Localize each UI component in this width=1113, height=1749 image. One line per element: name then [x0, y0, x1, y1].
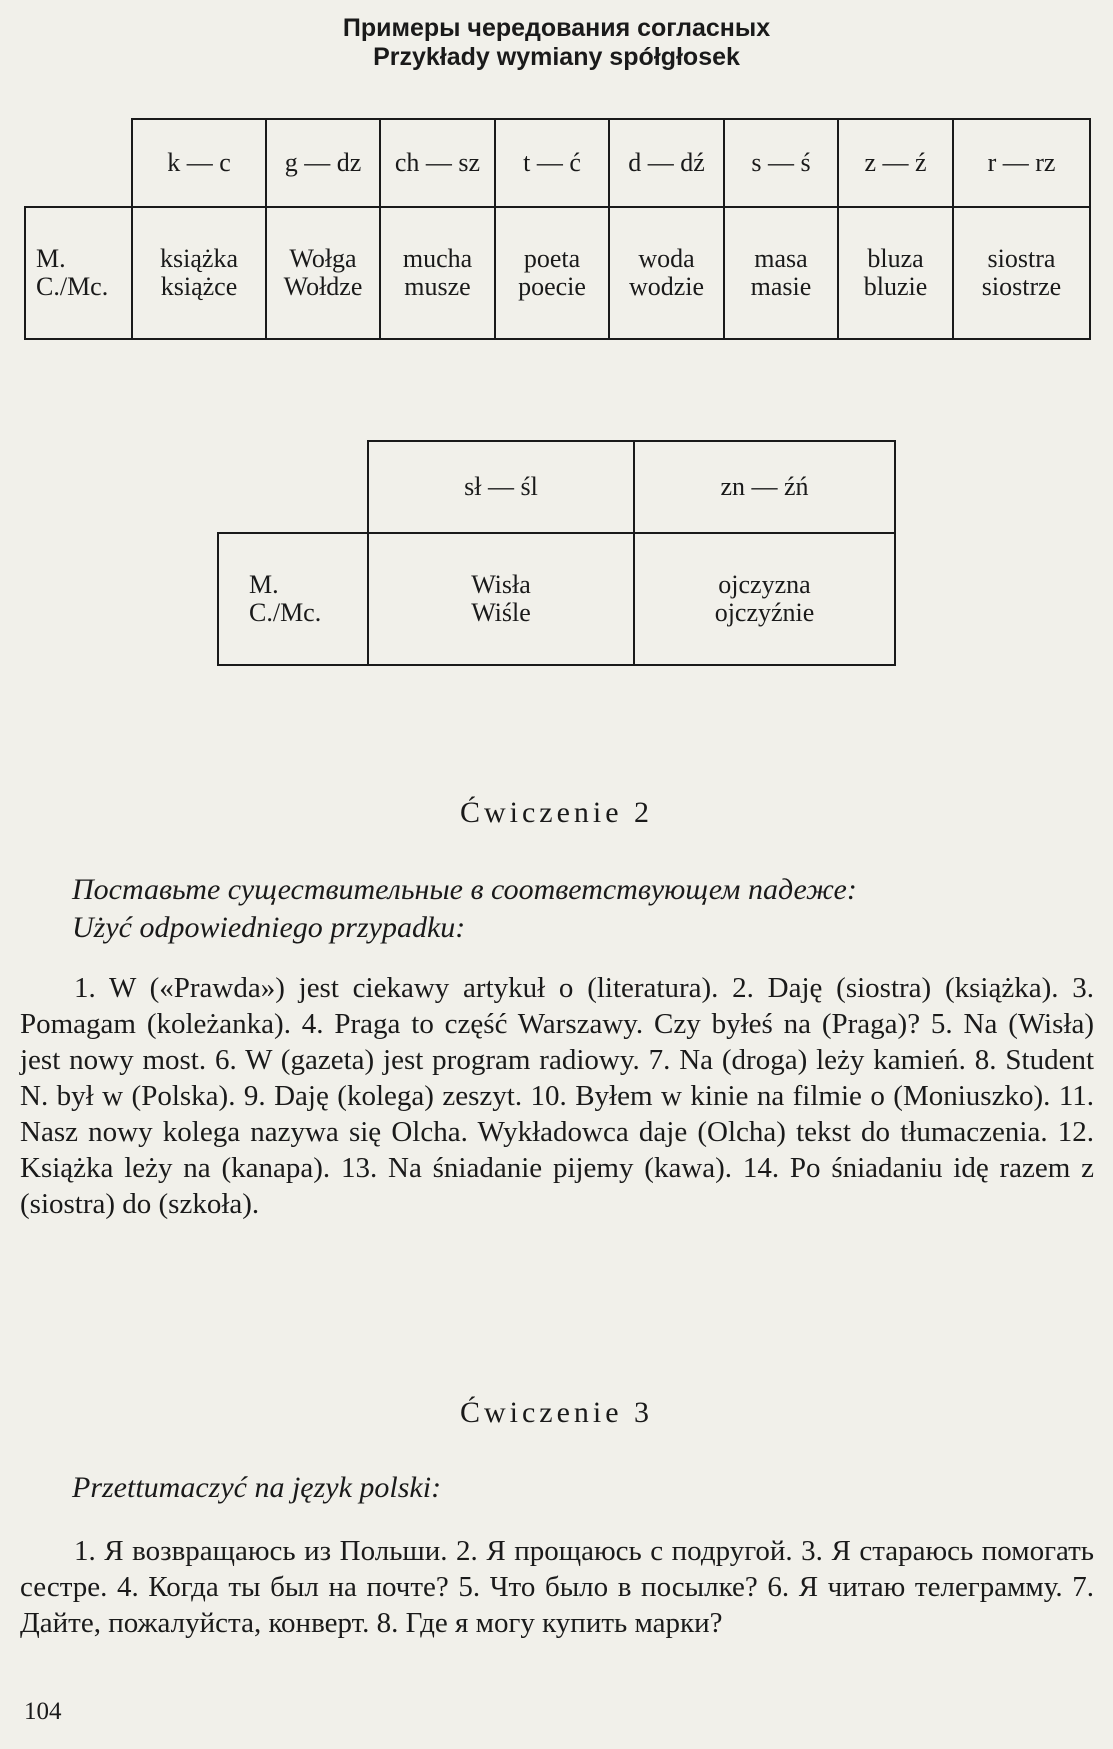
word-nominative: Wołga: [289, 244, 357, 273]
table-cell: [634, 533, 895, 665]
word-nominative: mucha: [402, 244, 473, 273]
nominative-label: M.: [249, 570, 279, 599]
page-number: 104: [24, 1698, 62, 1725]
empty-corner-cell: [25, 119, 132, 207]
word-locative: bluzie: [863, 272, 928, 301]
empty-corner-cell: [218, 441, 368, 533]
column-header: r — rz: [953, 119, 1090, 207]
dative-locative-label: C./Mc.: [249, 598, 322, 627]
word-nominative: masa: [754, 244, 808, 273]
instruction-polish: Użyć odpowiedniego przypadku:: [72, 911, 466, 944]
word-nominative: książka: [160, 244, 238, 273]
word-nominative: Wisła: [471, 570, 531, 599]
table-cell: [266, 207, 380, 339]
column-header: sł — śl: [368, 441, 634, 533]
table-cell: [380, 207, 495, 339]
consonant-table-1: [24, 118, 1091, 340]
column-header: t — ć: [495, 119, 609, 207]
word-locative: ojczyźnie: [714, 598, 815, 627]
table-cell: [495, 207, 609, 339]
title-russian: Примеры чередования согласных: [342, 14, 771, 42]
column-header: g — dz: [266, 119, 380, 207]
column-header: d — dź: [609, 119, 724, 207]
exercise-2-heading: Ćwiczenie 2: [459, 796, 654, 829]
table-cell: [838, 207, 953, 339]
column-header: ch — sz: [380, 119, 495, 207]
exercise-3-instruction: Przettumaczyć na język polski:: [72, 1471, 442, 1504]
table-cell: [609, 207, 724, 339]
word-locative: książce: [160, 272, 238, 301]
word-nominative: woda: [638, 244, 695, 273]
word-locative: musze: [404, 272, 471, 301]
column-header: zn — źń: [634, 441, 895, 533]
column-header: k — c: [132, 119, 266, 207]
exercise-2-instruction: [72, 871, 857, 947]
word-locative: poecie: [518, 272, 586, 301]
case-labels: [25, 207, 132, 339]
word-locative: siostrze: [981, 272, 1062, 301]
table-cell: [953, 207, 1090, 339]
title-polish: Przykłady wymiany spółgłosek: [373, 43, 740, 71]
word-locative: masie: [750, 272, 812, 301]
exercise-3-text: 1. Я возвращаюсь из Польши. 2. Я прощаюсь с подругой. 3. Я стараюсь помогать сестре. 4. Когда ты был на почте? 5. Что было в посылке? 6. Я читаю телеграмму. 7. Дайте, пожалуйста, конверт. 8. Где я могу купить марки?: [20, 1535, 1094, 1639]
table-cell: [724, 207, 838, 339]
dative-locative-label: C./Mc.: [36, 272, 109, 301]
word-locative: wodzie: [628, 272, 705, 301]
table-cell: [132, 207, 266, 339]
table-cell: [368, 533, 634, 665]
case-labels: [218, 533, 368, 665]
word-locative: Wiśle: [471, 598, 531, 627]
consonant-table-2: [217, 440, 896, 666]
word-nominative: siostra: [987, 244, 1056, 273]
page-title: [0, 14, 1113, 72]
nominative-label: M.: [36, 244, 66, 273]
exercise-3-heading: Ćwiczenie 3: [459, 1396, 654, 1429]
exercise-2-text: 1. W («Prawda») jest ciekawy artykuł o (literatura). 2. Daję (siostra) (książka). 3. Pomagam (koleżanka). 4. Praga to część Warszawy. Czy byłeś na (Praga)? 5. Na (Wisła) jest nowy most. 6. W (gazeta) jest program radiowy. 7. Na (droga) leży kamień. 8. Student N. był w (Polska). 9. Daję (kolega) zeszyt. 10. Byłem w kinie na filmie o (Moniuszko). 11. Nasz nowy kolega nazywa się Olcha. Wykładowca daje (Olcha) tekst do tłumaczenia. 12. Książka leży na (kanapa). 13. Na śniadanie pijemy (kawa). 14. Po śniadaniu idę razem z (siostra) do (szkoła).: [20, 972, 1094, 1220]
instruction-russian: Поставьте существительные в соответствующем падеже:: [72, 873, 857, 906]
word-nominative: ojczyzna: [718, 570, 811, 599]
word-nominative: poeta: [523, 244, 581, 273]
word-locative: Wołdze: [283, 272, 363, 301]
column-header: z — ź: [838, 119, 953, 207]
column-header: s — ś: [724, 119, 838, 207]
word-nominative: bluza: [867, 244, 924, 273]
